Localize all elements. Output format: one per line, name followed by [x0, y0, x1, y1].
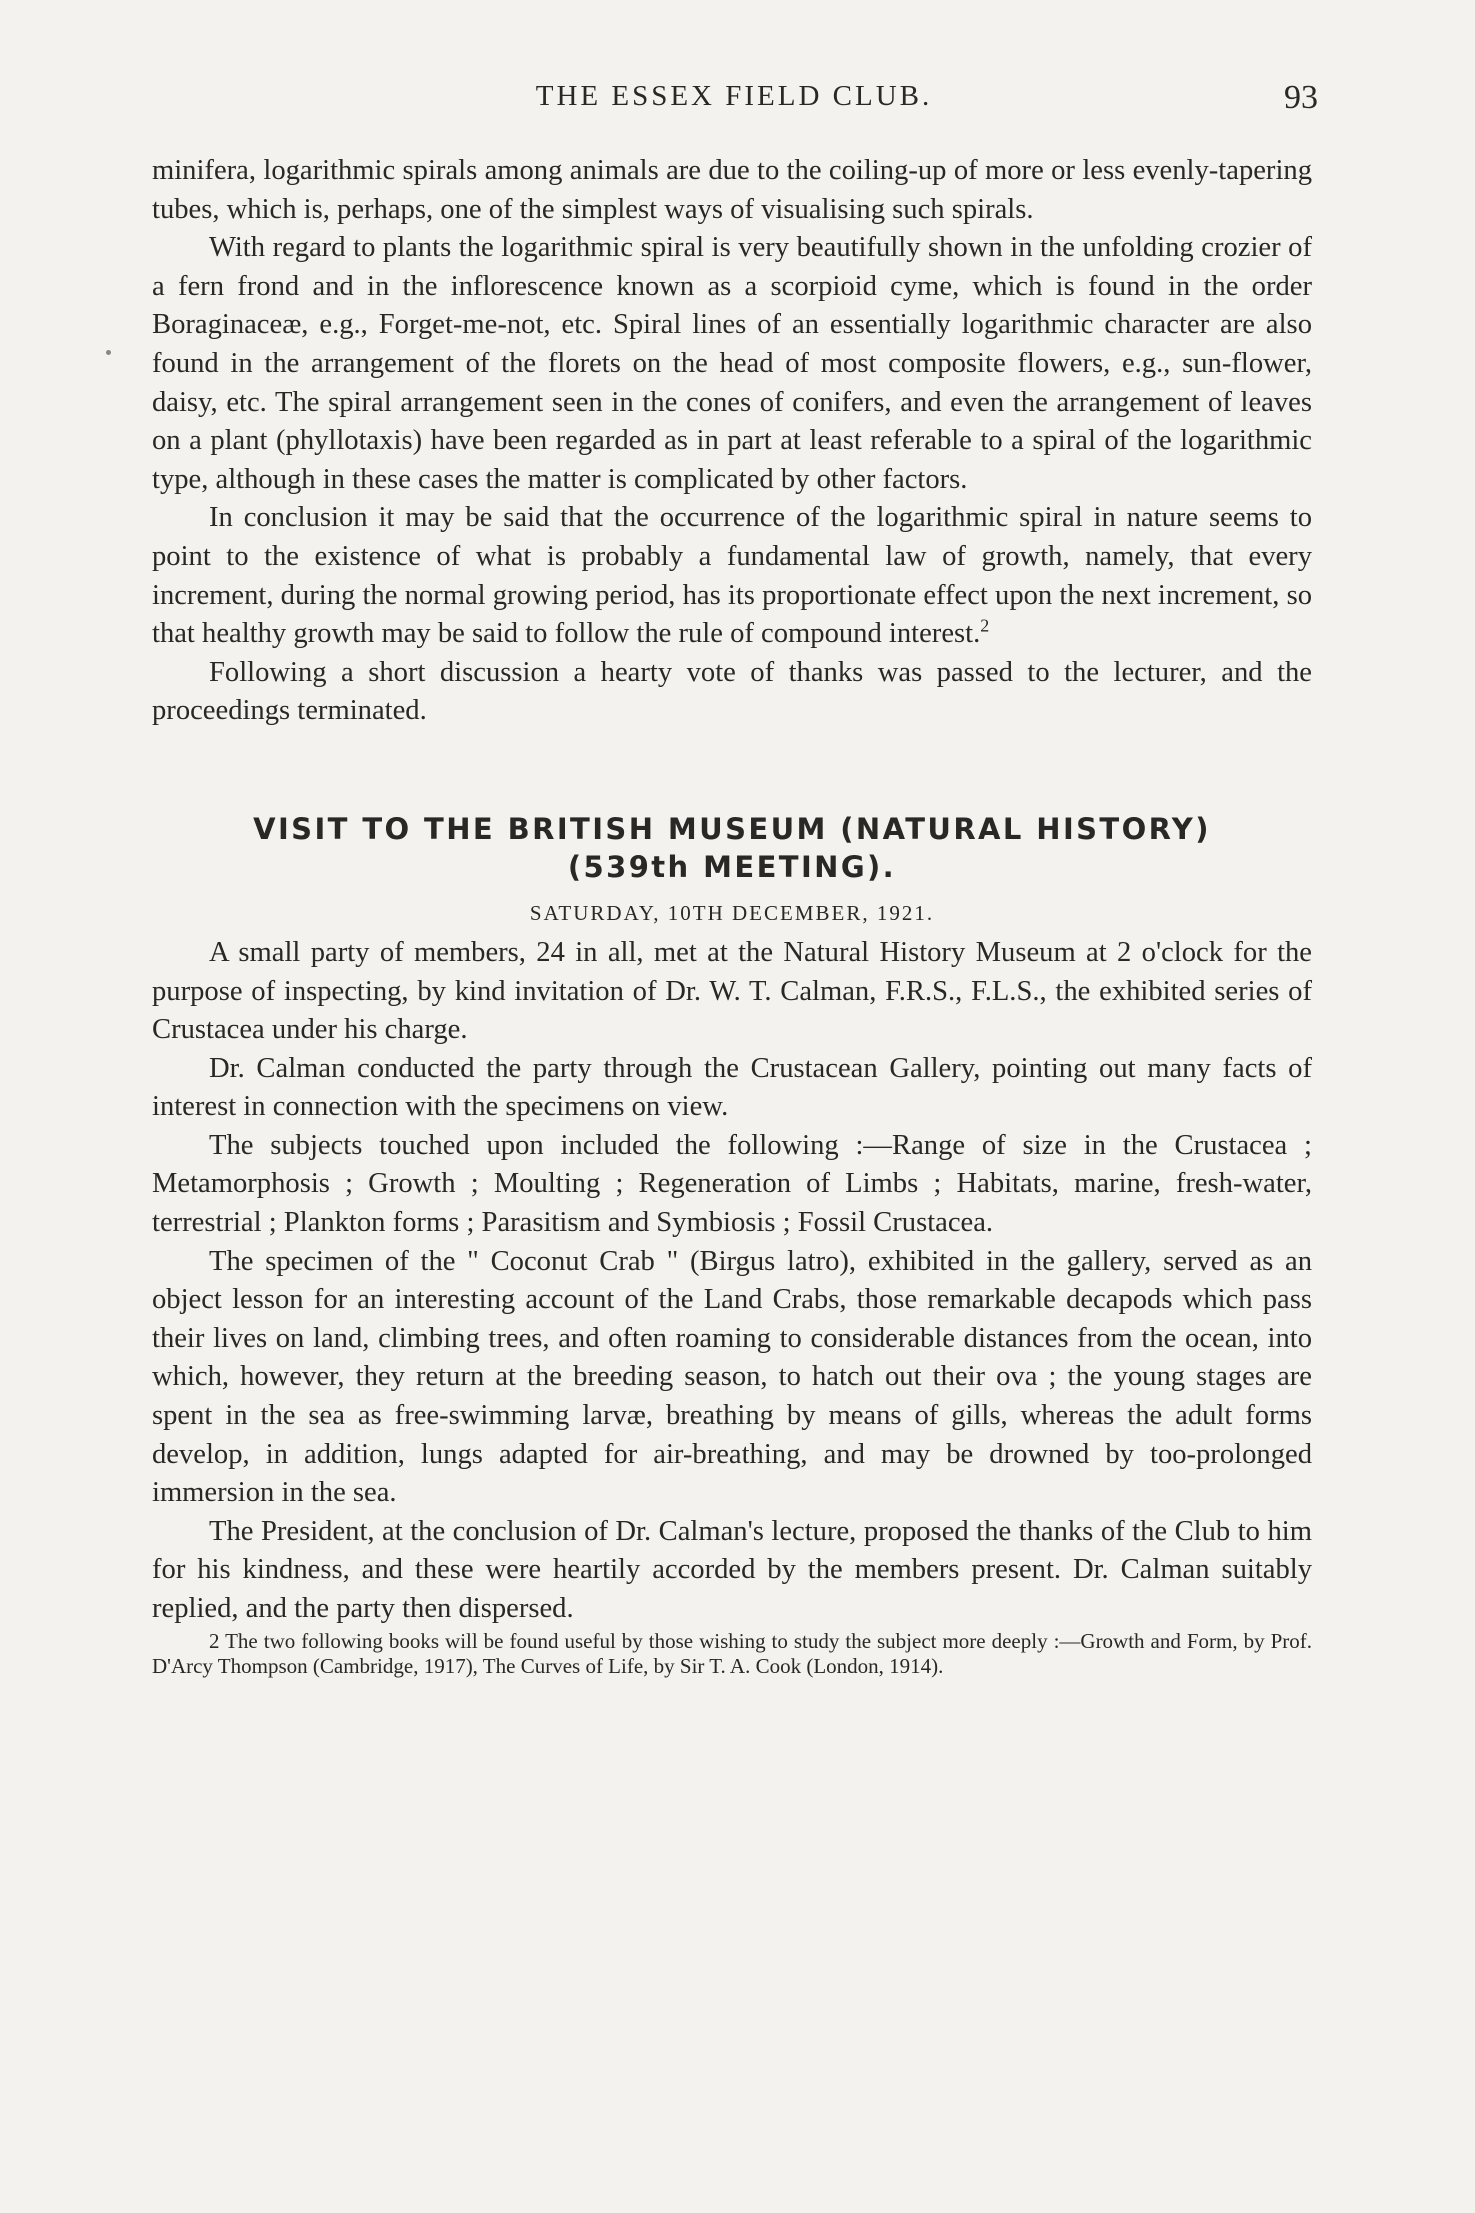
section-heading: [152, 810, 1312, 886]
paragraph-3-text: In conclusion it may be said that the occurrence of the logarithmic spiral in nature seems to point to the existence of what is probably a fundamental law of growth, namely, that every increment, during the normal growing period, has its proportionate effect upon the next increment, so that healthy growth may be said to follow the rule of compound interest.: [152, 502, 1312, 650]
section-paragraph-4: The specimen of the " Coconut Crab " (Birgus latro), exhibited in the gallery, served as an object lesson for an interesting account of the Land Crabs, those remarkable decapods which pass their lives on land, climbing trees, and often roaming to considerable distances from the ocean, into which, however, they return at the breeding season, to hatch out their ova ; the young stages are spent in the sea as free-swimming larvæ, breathing by means of gills, whereas the adult forms develop, in addition, lungs adapted for air-breathing, and may be drowned by too-prolonged immersion in the sea.: [152, 1245, 1312, 1509]
paragraph-1: minifera, logarithmic spirals among animals are due to the coiling-up of more or less evenly-tapering tubes, which is, perhaps, one of the simplest ways of visualising such spirals.: [152, 155, 1312, 225]
page-number: 93: [1284, 79, 1318, 116]
running-title: THE ESSEX FIELD CLUB.: [535, 80, 933, 112]
section-paragraph-3: The subjects touched upon included the following :—Range of size in the Crustacea ; Metamorphosis ; Growth ; Moulting ; Regeneration of Limbs ; Habitats, marine, fresh-water, terrestrial ; Plankton forms ; Parasitism and Symbiosis ; Fossil Crustacea.: [152, 1129, 1312, 1239]
section-heading-line-2: (539th MEETING).: [567, 849, 897, 884]
footnote-reference: 2: [980, 615, 990, 636]
paragraph-2: With regard to plants the logarithmic spiral is very beautifully shown in the unfolding crozier of a fern frond and in the inflorescence known as a scorpioid cyme, which is found in the order Boraginaceæ, e.g., Forget-me-not, etc. Spiral lines of an essentially logarithmic character are also found in the arrangement of the florets on the head of most composite flowers, e.g., sun-flower, daisy, etc. The spiral arrangement seen in the cones of conifers, and even the arrangement of leaves on a plant (phyllotaxis) have been regarded as in part at least referable to a spiral of the logarithmic type, although in these cases the matter is complicated by other factors.: [152, 232, 1312, 495]
section-paragraph-1: A small party of members, 24 in all, met at the Natural History Museum at 2 o'clock for the purpose of inspecting, by kind invitation of Dr. W. T. Calman, F.R.S., F.L.S., the exhibited series of Crustacea under his charge.: [152, 936, 1312, 1046]
footnote: 2 The two following books will be found useful by those wishing to study the subject more deeply :—Growth and Form, by Prof. D'Arcy Thompson (Cambridge, 1917), The Curves of Life, by Sir T. A. Cook (London, 1914).: [152, 1628, 1312, 1678]
body-text: [152, 152, 1312, 1679]
section-heading-line-1: VISIT TO THE BRITISH MUSEUM (NATURAL HISTORY): [253, 811, 1211, 846]
margin-speck: [106, 350, 111, 355]
paragraph-4: Following a short discussion a hearty vote of thanks was passed to the lecturer, and the proceedings terminated.: [152, 656, 1312, 727]
paragraph-3: [152, 499, 1312, 653]
running-header: [150, 76, 1318, 120]
section-paragraph-5: The President, at the conclusion of Dr. Calman's lecture, proposed the thanks of the Club to him for his kindness, and these were heartily accorded by the members present. Dr. Calman suitably replied, and the party then dispersed.: [152, 1515, 1312, 1624]
section-paragraph-2: Dr. Calman conducted the party through the Crustacean Gallery, pointing out many facts of interest in connection with the specimens on view.: [152, 1052, 1312, 1123]
meeting-date: SATURDAY, 10TH DECEMBER, 1921.: [529, 900, 935, 925]
